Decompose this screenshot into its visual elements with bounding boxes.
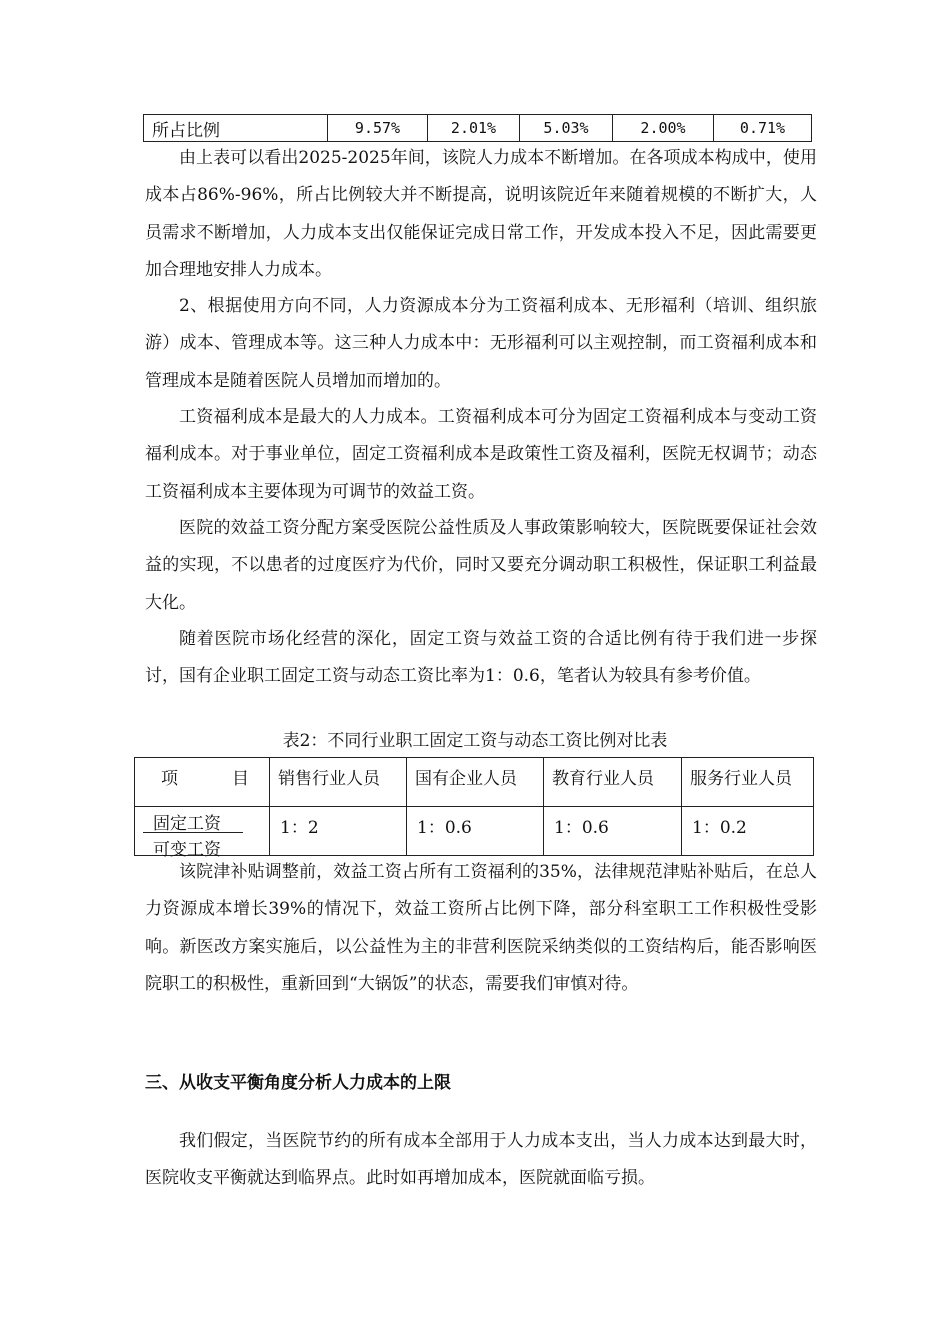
row-label: 所占比例	[144, 115, 328, 142]
paragraph: 工资福利成本是最大的人力成本。工资福利成本可分为固定工资福利成本与变动工资福利成本。对于事业单位，固定工资福利成本是政策性工资及福利，医院无权调节；动态工资福利成本主要体现为可调节的效益工资。	[145, 407, 817, 502]
table-cell: 0.71%	[714, 115, 812, 142]
paragraph: 2、根据使用方向不同，人力资源成本分为工资福利成本、无形福利（培训、组织旅游）成本、管理成本等。这三种人力成本中：无形福利可以主观控制，而工资福利成本和管理成本是随着医院人员增加而增加的。	[145, 296, 817, 391]
wage-ratio-table	[134, 757, 814, 860]
paragraph: 由上表可以看出2025-2025年间，该院人力成本不断增加。在各项成本构成中，使用成本占86%-96%，所占比例较大并不断提高，说明该院近年来随着规模的不断扩大，人员需求不断增加，人力成本支出仅能保证完成日常工作，开发成本投入不足，因此需要更加合理地安排人力成本。	[145, 148, 817, 280]
table-row	[135, 807, 814, 856]
paragraph: 医院的效益工资分配方案受医院公益性质及人事政策影响较大，医院既要保证社会效益的实现，不以患者的过度医疗为代价，同时又要充分调动职工积极性，保证职工利益最大化。	[145, 518, 817, 613]
header-item-cell	[135, 758, 270, 807]
column-header: 销售行业人员	[270, 758, 407, 807]
row-label-variable-wage: 可变工资	[153, 840, 221, 860]
table-cell: 2.00%	[613, 115, 714, 142]
table-row	[144, 115, 812, 142]
table-cell: 1：0.6	[407, 807, 544, 856]
column-header: 教育行业人员	[544, 758, 682, 807]
table-cell: 1：2	[270, 807, 407, 856]
header-item-label-a: 项	[161, 769, 178, 789]
table-cell: 5.03%	[520, 115, 613, 142]
paragraph: 我们假定，当医院节约的所有成本全部用于人力成本支出，当人力成本达到最大时，医院收支平衡就达到临界点。此时如再增加成本，医院就面临亏损。	[145, 1131, 817, 1189]
paragraph: 随着医院市场化经营的深化，固定工资与效益工资的合适比例有待于我们进一步探讨，国有企业职工固定工资与动态工资比率为1：0.6，笔者认为较具有参考价值。	[145, 629, 817, 687]
fraction-line	[143, 832, 243, 833]
table-header-row	[135, 758, 814, 807]
column-header: 国有企业人员	[407, 758, 544, 807]
table-cell: 1：0.2	[682, 807, 814, 856]
row-label-cell	[135, 807, 270, 860]
table-cell: 9.57%	[328, 115, 428, 142]
column-header: 服务行业人员	[682, 758, 814, 807]
table-cell: 2.01%	[428, 115, 520, 142]
table-caption: 表2：不同行业职工固定工资与动态工资比例对比表	[282, 731, 668, 751]
section-heading: 三、从收支平衡角度分析人力成本的上限	[145, 1073, 451, 1093]
paragraph: 该院津补贴调整前，效益工资占所有工资福利的35%，法律规范津贴补贴后，在总人力资源成本增长39%的情况下，效益工资所占比例下降，部分科室职工工作积极性受影响。新医改方案实施后，以公益性为主的非营利医院采纳类似的工资结构后，能否影响医院职工的积极性，重新回到“大锅饭”的状态，需要我们审慎对待。	[145, 862, 817, 994]
row-label-fixed-wage: 固定工资	[153, 814, 221, 834]
table-cell: 1：0.6	[544, 807, 682, 856]
header-item-label-b: 目	[232, 769, 249, 789]
ratio-table	[143, 114, 812, 142]
